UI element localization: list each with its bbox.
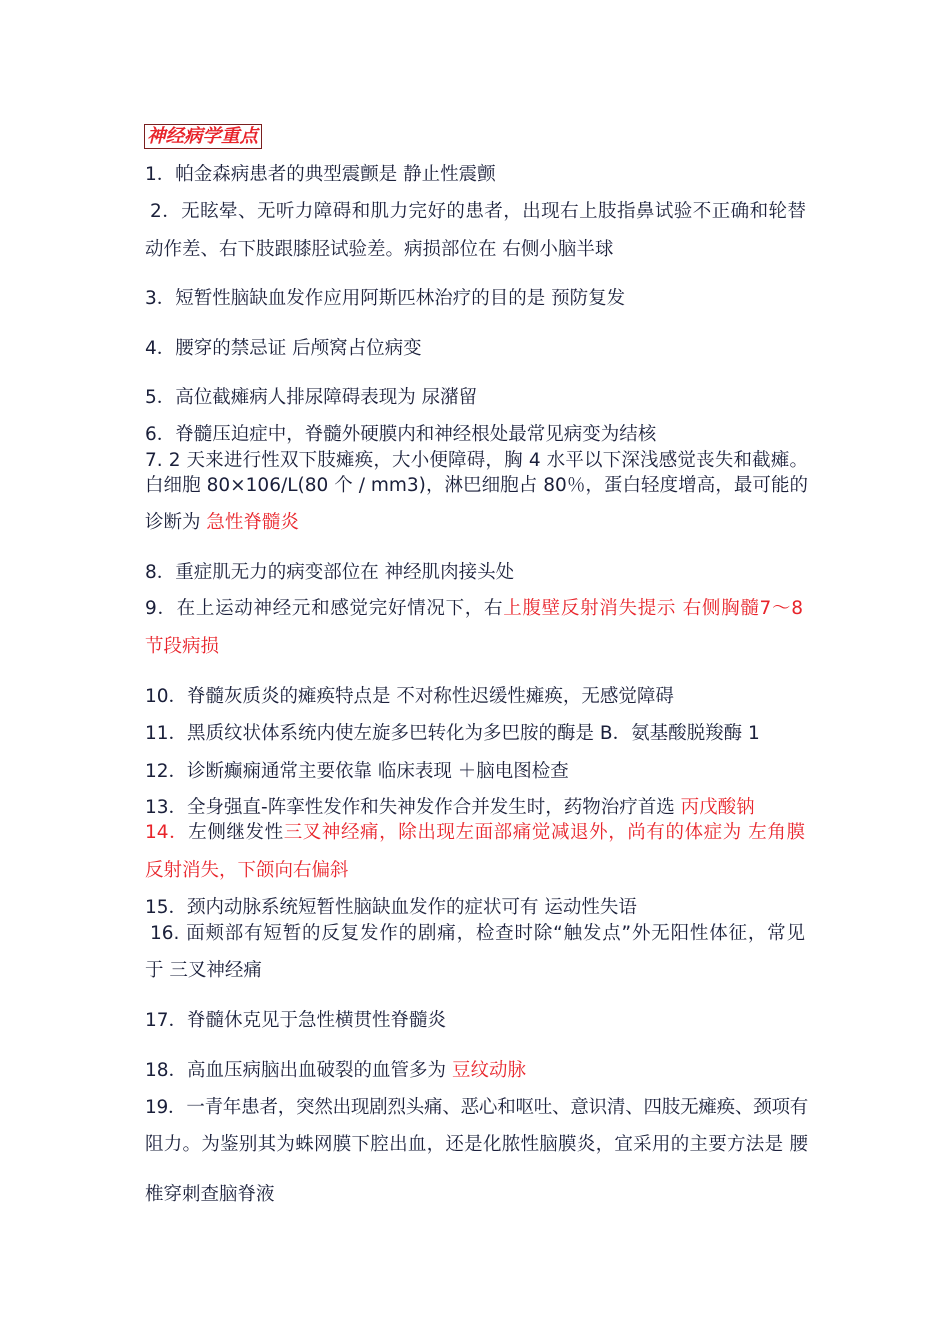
item-text: 13．全身强直-阵挛性发作和失神发作合并发生时，药物治疗首选 (145, 797, 681, 818)
highlighted-answer: 豆纹动脉 (451, 1060, 526, 1081)
item-text: 3．短暂性脑缺血发作应用阿斯匹林治疗的目的是 预防复发 (145, 288, 626, 309)
item-5-line-1 (145, 385, 808, 411)
item-6-line-1 (145, 422, 808, 448)
item-7-line-3 (145, 510, 808, 536)
item-text: 9．在上运动神经元和感觉完好情况下，右 (145, 598, 504, 619)
item-7-line-1 (145, 448, 808, 474)
item-text: 动作差、右下肢跟膝胫试验差。病损部位在 右侧小脑半球 (145, 239, 614, 260)
document-title: 神经病学重点 (144, 124, 262, 149)
item-text: 7. 2 天来进行性双下肢瘫痪，大小便障碍，胸 4 水平以下深浅感觉丧失和截瘫。 (145, 450, 808, 471)
item-text: 阻力。为鉴别其为蛛网膜下腔出血，还是化脓性脑膜炎，宜采用的主要方法是 腰 (145, 1134, 808, 1155)
item-7-line-2 (145, 473, 808, 499)
item-text: 诊断为 (145, 512, 207, 533)
item-16-line-1 (150, 921, 805, 947)
item-text: 17．脊髓休克见于急性横贯性脊髓炎 (145, 1010, 447, 1031)
item-19-line-1 (145, 1095, 808, 1121)
item-text: 10．脊髓灰质炎的瘫痪特点是 不对称性迟缓性瘫痪，无感觉障碍 (145, 686, 674, 707)
item-16-line-2 (145, 958, 808, 984)
item-text: 1．帕金森病患者的典型震颤是 静止性震颤 (145, 164, 496, 185)
item-text: 5．高位截瘫病人排尿障碍表现为 尿潴留 (145, 387, 478, 408)
item-10-line-1 (145, 684, 808, 710)
item-14-line-2 (145, 858, 808, 884)
item-text: 左侧继发性 (188, 822, 284, 843)
item-text: 6．脊髓压迫症中，脊髓外硬膜内和神经根处最常见病变为结核 (145, 424, 657, 445)
item-text: 18．高血压病脑出血破裂的血管多为 (145, 1060, 452, 1081)
highlighted-answer: 上腹壁反射消失提示 右侧胸髓7～8 (503, 598, 803, 619)
item-text: 椎穿刺查脑脊液 (145, 1184, 275, 1205)
highlighted-answer: 反射消失，下颌向右偏斜 (145, 860, 349, 881)
item-text: 12．诊断癫痫通常主要依靠 临床表现 ＋脑电图检查 (145, 761, 569, 782)
item-14-line-1 (145, 820, 805, 846)
item-text: 2．无眩晕、无听力障碍和肌力完好的患者，出现右上肢指鼻试验不正确和轮替 (150, 201, 806, 222)
item-text: 白细胞 80×106/L(80 个 / mm3)，淋巴细胞占 80％，蛋白轻度增高，最可能的 (145, 475, 808, 496)
item-13-line-1 (145, 795, 808, 821)
highlighted-answer: 三叉神经痛，除出现左面部痛觉减退外，尚有的体症为 左角膜 (283, 822, 805, 843)
item-18-line-1 (145, 1058, 808, 1084)
item-text: 11．黑质纹状体系统内使左旋多巴转化为多巴胺的酶是 B．氨基酸脱羧酶 1 (145, 723, 760, 744)
item-text: 8．重症肌无力的病变部位在 神经肌肉接头处 (145, 562, 515, 583)
item-text: 15．颈内动脉系统短暂性脑缺血发作的症状可有 运动性失语 (145, 897, 637, 918)
highlighted-answer: 急性脊髓炎 (206, 512, 299, 533)
item-8-line-1 (145, 560, 808, 586)
item-2-line-2 (145, 237, 808, 263)
item-9-line-2 (145, 634, 808, 660)
item-15-line-1 (145, 895, 808, 921)
item-text: 4．腰穿的禁忌证 后颅窝占位病变 (145, 338, 422, 359)
item-12-line-1 (145, 759, 808, 785)
item-1-line-1 (145, 162, 808, 188)
highlighted-answer: 节段病损 (145, 636, 220, 657)
item-text: 19．一青年患者，突然出现剧烈头痛、恶心和呕吐、意识清、四肢无瘫痪、颈项有 (145, 1097, 808, 1118)
item-2-line-1 (150, 199, 806, 225)
item-3-line-1 (145, 286, 808, 312)
item-19-line-3 (145, 1182, 808, 1208)
item-19-line-2 (145, 1132, 808, 1158)
item-text: 16. 面颊部有短暂的反复发作的剧痛，检查时除“触发点”外无阳性体征，常见 (150, 923, 805, 944)
item-9-line-1 (145, 596, 803, 622)
item-11-line-1 (145, 721, 808, 747)
item-text: 于 三叉神经痛 (145, 960, 262, 981)
item-4-line-1 (145, 336, 808, 362)
item-number: 14． (145, 822, 189, 843)
highlighted-answer: 丙戊酸钠 (680, 797, 755, 818)
item-17-line-1 (145, 1008, 808, 1034)
